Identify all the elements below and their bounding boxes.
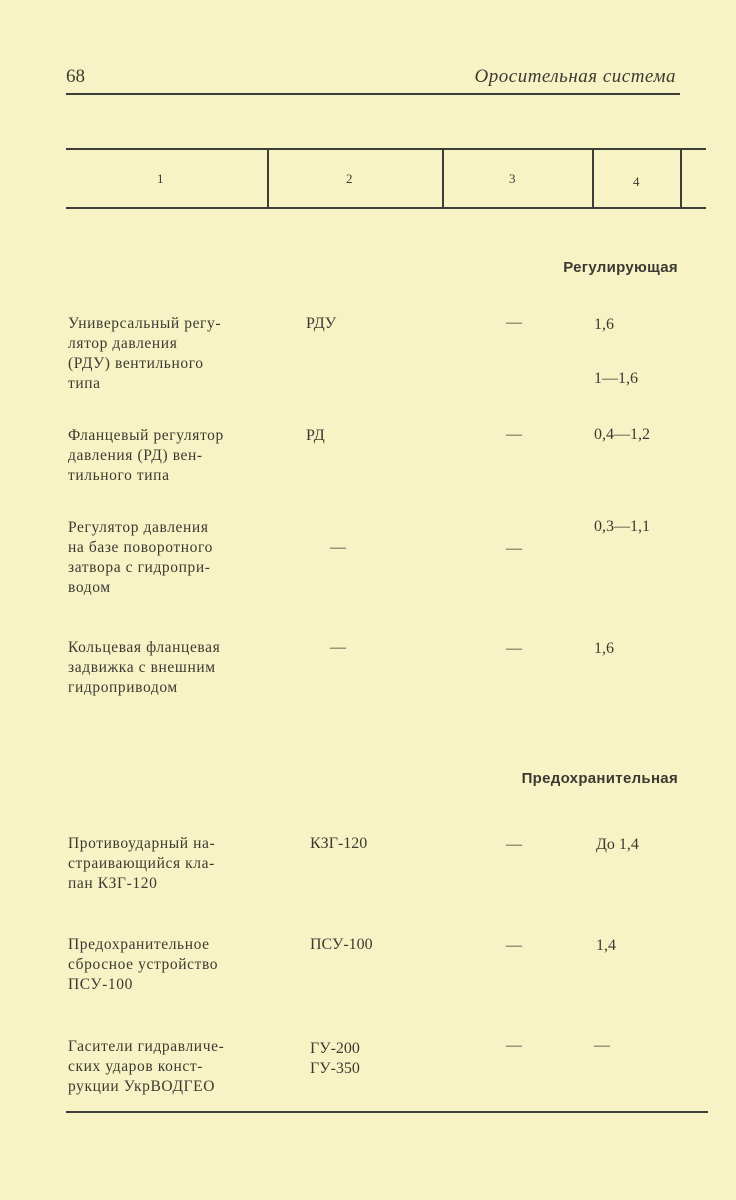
table-row-value: До 1,4 — [596, 836, 639, 853]
table-row-name: Противоударный на- страивающийся кла- пан КЗГ-120 — [68, 835, 216, 892]
table-row-mark: РД — [306, 427, 325, 444]
table-row-name: Гасители гидравличе- ских ударов конст- рукции УкрВОДГЕО — [68, 1038, 225, 1095]
header-rule — [66, 93, 680, 95]
table-row-value: 0,3—1,1 — [594, 518, 650, 535]
table-row-col3: — — [506, 937, 522, 954]
table-row-mark: — — [330, 539, 346, 556]
table-row-col3: — — [506, 836, 522, 853]
column-header-4: 4 — [633, 174, 640, 189]
table-row-col3: — — [506, 1037, 522, 1054]
column-header-3: 3 — [509, 171, 516, 186]
table-row-name: Кольцевая фланцевая задвижка с внешним гидроприводом — [68, 639, 221, 696]
table-row-col3: — — [506, 640, 522, 657]
table-row-value: 1—1,6 — [594, 370, 638, 387]
running-title: Оросительная система — [474, 66, 676, 87]
section-title-safety: Предохранительная — [521, 770, 678, 787]
section-title-regulating: Регулирующая — [563, 259, 678, 276]
table-row-name: Фланцевый регулятор давления (РД) вен- тильного типа — [68, 427, 224, 484]
table-row-mark: ГУ-200 ГУ-350 — [310, 1040, 360, 1077]
column-divider-4 — [680, 150, 682, 207]
table-header-bottom-rule — [66, 207, 706, 209]
table-row-mark: — — [330, 639, 346, 656]
table-row-value: 0,4—1,2 — [594, 426, 650, 443]
table-row-name: Предохранительное сбросное устройство ПСУ-100 — [68, 936, 219, 993]
table-row-col3: — — [506, 540, 522, 557]
table-top-rule — [66, 148, 706, 150]
column-header-1: 1 — [157, 171, 164, 186]
table-row-col3: — — [506, 314, 522, 331]
table-row-col3: — — [506, 426, 522, 443]
column-divider-3 — [592, 150, 594, 207]
table-row-name: Регулятор давления на базе поворотного затвора с гидропри- водом — [68, 519, 213, 596]
page-number: 68 — [66, 66, 85, 87]
table-bottom-rule — [66, 1111, 708, 1113]
table-row-mark: РДУ — [306, 315, 337, 332]
table-row-value: — — [594, 1037, 610, 1054]
column-divider-2 — [442, 150, 444, 207]
column-divider-1 — [267, 150, 269, 207]
table-row-mark: ПСУ-100 — [310, 936, 373, 953]
table-row-value: 1,4 — [596, 937, 616, 954]
table-row-mark: КЗГ-120 — [310, 835, 368, 852]
table-row-value: 1,6 — [594, 316, 614, 333]
column-header-2: 2 — [346, 171, 353, 186]
table-row-value: 1,6 — [594, 640, 614, 657]
table-row-name: Универсальный регу- лятор давления (РДУ) вентильного типа — [68, 315, 222, 392]
